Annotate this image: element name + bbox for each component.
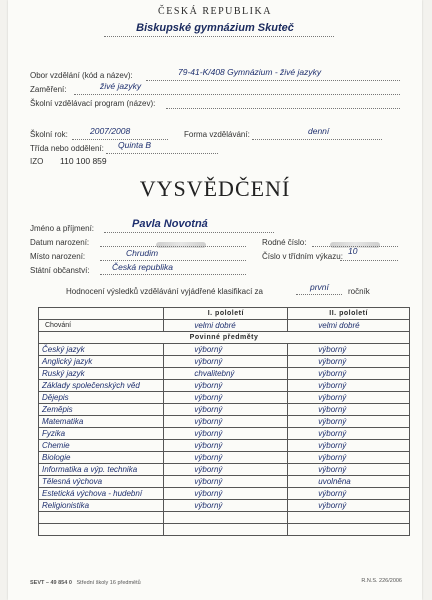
footer-code: SEVT – 49 854 0 [30, 580, 72, 586]
subject-cell: Matematika [39, 416, 164, 428]
misto-value: Chrudim [126, 248, 159, 258]
obcanstvi-label: Státní občanství: [30, 266, 90, 275]
table-row [39, 404, 410, 416]
chovani-grade-2: velmi dobré [288, 320, 410, 332]
izo-label: IZO [30, 157, 44, 166]
grade-1-cell: výborný [164, 428, 288, 440]
program-label: Školní vzdělávací program (název): [30, 99, 156, 108]
datum-redacted [156, 236, 206, 254]
obcanstvi-value: Česká republika [112, 262, 173, 272]
subject-cell: Anglický jazyk [39, 356, 164, 368]
table-row [39, 476, 410, 488]
rodne-label: Rodné číslo: [262, 238, 307, 247]
table-row [39, 380, 410, 392]
table-row [39, 452, 410, 464]
jmeno-label: Jméno a příjmení: [30, 224, 95, 233]
misto-line [100, 260, 246, 261]
chovani-grade-1: velmi dobré [164, 320, 288, 332]
subject-cell: Základy společenských věd [39, 380, 164, 392]
grade-2-cell: výborný [288, 452, 410, 464]
grade-2-cell: výborný [288, 380, 410, 392]
povinne-row [39, 332, 410, 344]
grade-2-cell: výborný [288, 416, 410, 428]
grade-2-cell: výborný [288, 440, 410, 452]
cislo-value: 10 [348, 246, 358, 256]
subject-cell: Zeměpis [39, 404, 164, 416]
footer-right: R.N.S. 226/2006 [361, 578, 402, 584]
datum-label: Datum narození: [30, 238, 90, 247]
grade-2-cell: výborný [288, 464, 410, 476]
chovani-row [39, 320, 410, 332]
grade-2-cell: výborný [288, 356, 410, 368]
cislo-line [340, 260, 398, 261]
subject-cell [39, 524, 164, 536]
table-row [39, 356, 410, 368]
rok-value: 2007/2008 [90, 126, 131, 136]
table-row [39, 368, 410, 380]
obcanstvi-line [100, 274, 246, 275]
table-row [39, 488, 410, 500]
table-row [39, 344, 410, 356]
rocnik-value: první [310, 282, 329, 292]
forma-line [252, 139, 382, 140]
grade-2-cell: výborný [288, 428, 410, 440]
country-heading: ČESKÁ REPUBLIKA [158, 6, 272, 17]
grade-2-cell: výborný [288, 392, 410, 404]
grade-1-cell: výborný [164, 500, 288, 512]
obor-value: 79-41-K/408 Gymnázium - živé jazyky [178, 67, 322, 77]
grade-1-cell [164, 524, 288, 536]
chovani-label: Chování [39, 320, 164, 332]
grade-1-cell: výborný [164, 488, 288, 500]
rocnik-line [296, 294, 342, 295]
grades-table [38, 307, 410, 536]
table-row [39, 392, 410, 404]
table-row [39, 524, 410, 536]
subject-cell: Český jazyk [39, 344, 164, 356]
table-row [39, 440, 410, 452]
trida-label: Třída nebo oddělení: [30, 144, 104, 153]
obor-label: Obor vzdělání (kód a název): [30, 71, 133, 80]
rok-label: Školní rok: [30, 130, 68, 139]
zamereni-label: Zaměření: [30, 85, 67, 94]
subject-cell: Ruský jazyk [39, 368, 164, 380]
subject-cell: Fyzika [39, 428, 164, 440]
grade-1-cell: výborný [164, 344, 288, 356]
grade-1-cell: výborný [164, 464, 288, 476]
table-row [39, 464, 410, 476]
subject-cell: Religionistika [39, 500, 164, 512]
document-title: VYSVĚDČENÍ [139, 176, 291, 201]
grade-2-cell: výborný [288, 488, 410, 500]
datum-line [100, 246, 246, 247]
grade-1-cell: výborný [164, 440, 288, 452]
grade-2-cell [288, 524, 410, 536]
table-header-row [39, 308, 410, 320]
trida-line [106, 153, 218, 154]
hodnoceni-text: Hodnocení výsledků vzdělávání vyjádřené klasifikací za [66, 287, 263, 296]
grade-2-cell: výborný [288, 500, 410, 512]
subject-cell: Estetická výchova - hudební [39, 488, 164, 500]
misto-label: Místo narození: [30, 252, 86, 261]
certificate-sheet [8, 0, 422, 600]
grade-1-cell: výborný [164, 416, 288, 428]
footer-text: Střední školy 16 předmětů [76, 580, 141, 586]
grade-1-cell: výborný [164, 404, 288, 416]
col-header-1: I. pololetí [164, 308, 288, 320]
subject-cell: Informatika a výp. technika [39, 464, 164, 476]
povinne-heading: Povinné předměty [39, 332, 410, 344]
grade-2-cell [288, 512, 410, 524]
grade-1-cell: chvalitebný [164, 368, 288, 380]
table-row [39, 428, 410, 440]
subject-cell: Chemie [39, 440, 164, 452]
table-row [39, 500, 410, 512]
zamereni-line [74, 94, 400, 95]
grade-1-cell [164, 512, 288, 524]
program-line [166, 108, 400, 109]
grade-2-cell: výborný [288, 404, 410, 416]
grade-1-cell: výborný [164, 452, 288, 464]
jmeno-line [104, 232, 274, 233]
grade-1-cell: výborný [164, 380, 288, 392]
table-row [39, 512, 410, 524]
obor-line [146, 80, 400, 81]
grade-1-cell: výborný [164, 392, 288, 404]
table-row [39, 416, 410, 428]
izo-value: 110 100 859 [60, 156, 107, 166]
grade-2-cell: výborný [288, 344, 410, 356]
zamereni-value: živé jazyky [100, 81, 142, 91]
rocnik-label: ročník [348, 287, 370, 296]
subject-cell [39, 512, 164, 524]
forma-value: denní [308, 126, 330, 136]
subject-cell: Tělesná výchova [39, 476, 164, 488]
cislo-label: Číslo v třídním výkazu: [262, 252, 343, 261]
col-header-2: II. pololetí [288, 308, 410, 320]
grade-1-cell: výborný [164, 356, 288, 368]
jmeno-value: Pavla Novotná [132, 218, 208, 230]
forma-label: Forma vzdělávání: [184, 130, 250, 139]
subject-cell: Dějepis [39, 392, 164, 404]
trida-value: Quinta B [118, 140, 152, 150]
grade-2-cell: uvolněna [288, 476, 410, 488]
school-name-line [104, 36, 334, 37]
subject-cell: Biologie [39, 452, 164, 464]
footer-left [30, 580, 141, 586]
grade-1-cell: výborný [164, 476, 288, 488]
grade-2-cell: výborný [288, 368, 410, 380]
school-name: Biskupské gymnázium Skuteč [136, 22, 294, 34]
